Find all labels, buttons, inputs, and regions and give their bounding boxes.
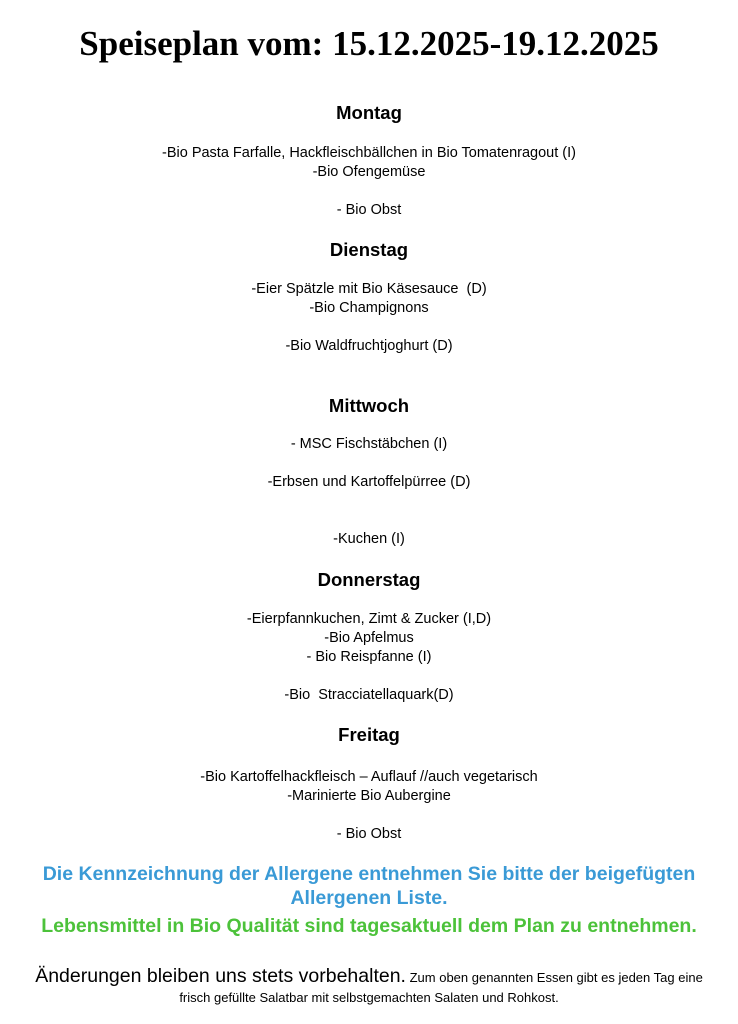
day-heading-freitag: Freitag bbox=[338, 724, 400, 745]
bio-note: Lebensmittel in Bio Qualität sind tagesaktuell dem Plan zu entnehmen. bbox=[41, 915, 697, 937]
menu-item: -Bio Stracciatellaquark(D) bbox=[284, 687, 454, 703]
salad-bar-note: Zum oben genannten Essen gibt es jeden Tag eine frisch gefüllte Salatbar mit selbstgemachten Salaten und Rohkost. bbox=[179, 970, 703, 1005]
menu-item: - Bio Obst bbox=[336, 202, 402, 218]
menu-item: -Eierpfannkuchen, Zimt & Zucker (I,D) bbox=[246, 611, 492, 627]
footer-note bbox=[20, 966, 718, 1008]
menu-item: - Bio Obst bbox=[336, 826, 402, 842]
day-heading-dienstag: Dienstag bbox=[329, 239, 409, 260]
menu-item: -Erbsen und Kartoffelpürree (D) bbox=[267, 474, 471, 490]
menu-item: -Kuchen (I) bbox=[333, 531, 405, 547]
page-title: Speiseplan vom: 15.12.2025-19.12.2025 bbox=[79, 24, 659, 63]
menu-item: -Bio Ofengemüse bbox=[312, 164, 426, 180]
menu-item: -Marinierte Bio Aubergine bbox=[287, 788, 451, 804]
day-heading-mittwoch: Mittwoch bbox=[328, 395, 410, 416]
menu-item: -Eier Spätzle mit Bio Käsesauce (D) bbox=[251, 281, 487, 297]
menu-item: -Bio Champignons bbox=[309, 300, 429, 316]
day-heading-donnerstag: Donnerstag bbox=[317, 569, 421, 590]
changes-note: Änderungen bleiben uns stets vorbehalten. bbox=[35, 965, 406, 987]
menu-item: - MSC Fischstäbchen (I) bbox=[290, 436, 448, 452]
day-heading-montag: Montag bbox=[336, 102, 402, 123]
menu-item: -Bio Pasta Farfalle, Hackfleischbällchen in Bio Tomatenragout (I) bbox=[162, 145, 576, 161]
menu-item: -Bio Waldfruchtjoghurt (D) bbox=[285, 338, 453, 354]
menu-item: -Bio Kartoffelhackfleisch – Auflauf //auch vegetarisch bbox=[200, 769, 538, 785]
menu-item: - Bio Reispfanne (I) bbox=[306, 649, 432, 665]
allergen-note: Die Kennzeichnung der Allergene entnehmen Sie bitte der beigefügten Allergenen Liste. bbox=[42, 863, 696, 909]
menu-item: -Bio Apfelmus bbox=[324, 630, 414, 646]
